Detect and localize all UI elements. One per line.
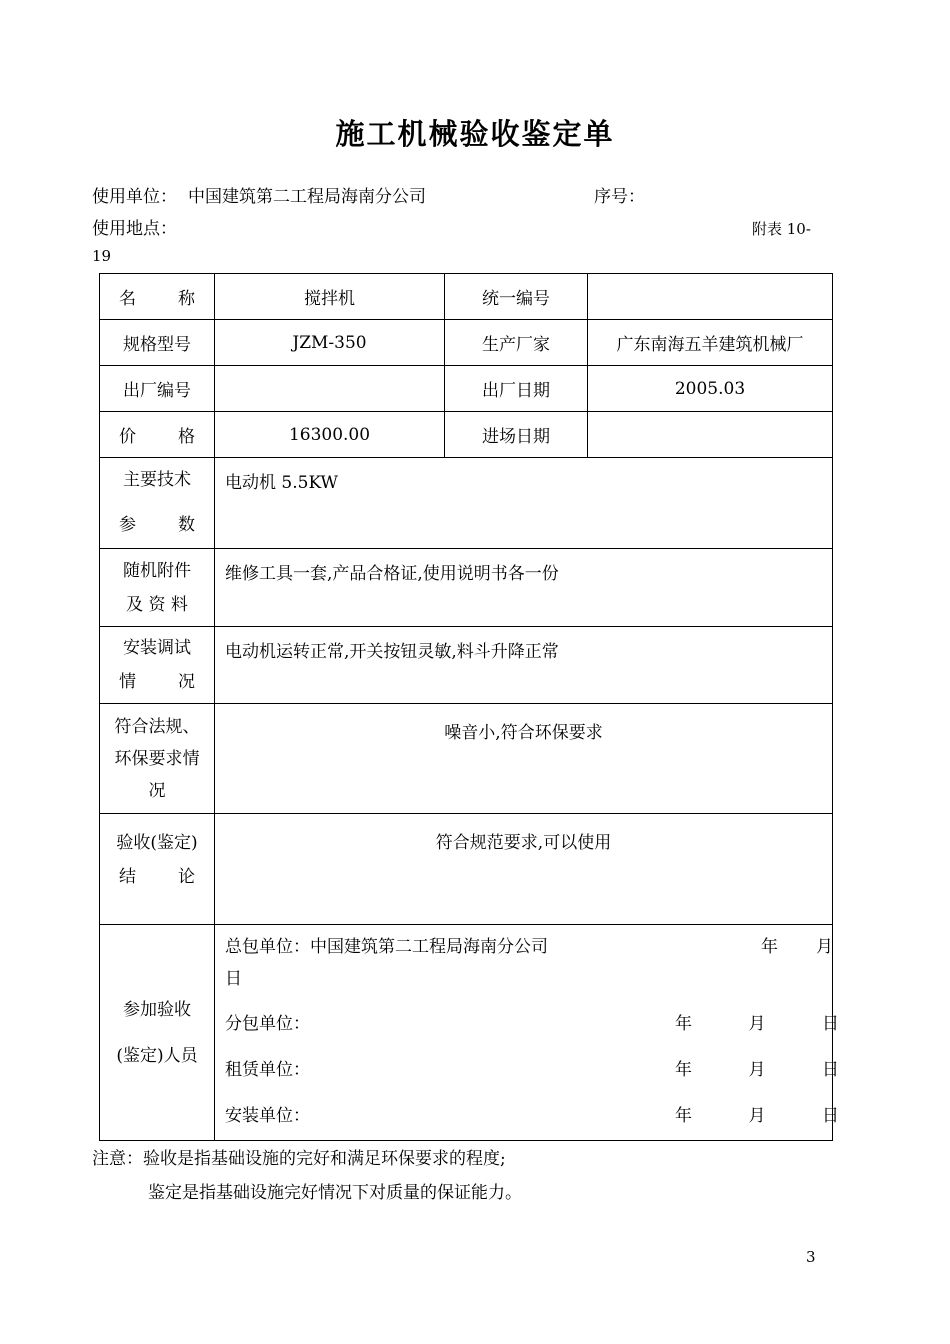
leasing-unit-label: 租赁单位： [225,1060,310,1080]
general-year: 年 [761,937,778,957]
tech-params-value: 电动机 5.5KW [215,458,833,549]
name-label-cell: 名 称 [100,274,215,320]
lease-year: 年 [675,1060,692,1080]
factory-date-label: 出厂日期 [445,366,588,412]
general-contractor-line: 总包单位：中国建筑第二工程局海南分公司 [225,937,548,957]
factory-number-label: 出厂编号 [100,366,215,412]
general-day: 日 [225,969,242,989]
model-value: JZM-350 [215,320,445,366]
unified-code-value [588,274,833,320]
price-label-cell: 价 格 [100,412,215,458]
install-month: 月 [748,1106,766,1126]
conclusion-value: 符合规范要求,可以使用 [215,814,833,925]
serial-number-label: 序号： [594,187,645,207]
installation-debug-value: 电动机运转正常,开关按钮灵敏,料斗升降正常 [215,627,833,704]
entry-date-label: 进场日期 [445,412,588,458]
participants-label: 参加验收 (鉴定)人员 [100,925,215,1141]
note-line-1: 注意：验收是指基础设施的完好和满足环保要求的程度; [92,1149,506,1169]
environmental-compliance-label: 符合法规、 环保要求情 况 [100,704,215,814]
page-number: 3 [806,1248,816,1266]
appendix-label-cont: 19 [92,247,112,265]
subcontractor-label: 分包单位： [225,1014,310,1034]
installation-debug-label: 安装调试 情 况 [100,627,215,704]
tech-params-label: 主要技术 参 数 [100,458,215,549]
price-value: 16300.00 [215,412,445,458]
environmental-compliance-value: 噪音小,符合环保要求 [215,704,833,814]
install-year: 年 [675,1106,692,1126]
factory-date-value: 2005.03 [588,366,833,412]
manufacturer-label: 生产厂家 [445,320,588,366]
factory-number-value [215,366,445,412]
page-title: 施工机械验收鉴定单 [335,117,615,151]
inspection-form-table [99,273,839,1141]
participants-cell [215,925,839,1141]
installation-unit-label: 安装单位： [225,1106,310,1126]
accessories-value: 维修工具一套,产品合格证,使用说明书各一份 [215,549,833,627]
note-line-2: 鉴定是指基础设施完好情况下对质量的保证能力。 [148,1183,522,1203]
appendix-label: 附表 10- [752,220,811,238]
lease-month: 月 [748,1060,766,1080]
use-unit-label: 使用单位： [92,187,177,207]
conclusion-label: 验收(鉴定) 结 论 [100,814,215,925]
entry-date-value [588,412,833,458]
install-day: 日 [822,1106,839,1126]
sub-month: 月 [748,1014,766,1034]
lease-day: 日 [822,1060,839,1080]
use-location-label: 使用地点： [92,219,177,239]
general-month: 月 [816,937,833,957]
unified-code-label: 统一编号 [445,274,588,320]
manufacturer-value: 广东南海五羊建筑机械厂 [588,320,833,366]
use-unit-value: 中国建筑第二工程局海南分公司 [188,187,426,207]
name-value: 搅拌机 [215,274,445,320]
accessories-label: 随机附件 及 资 料 [100,549,215,627]
sub-day: 日 [822,1014,839,1034]
model-label: 规格型号 [100,320,215,366]
sub-year: 年 [675,1014,692,1034]
